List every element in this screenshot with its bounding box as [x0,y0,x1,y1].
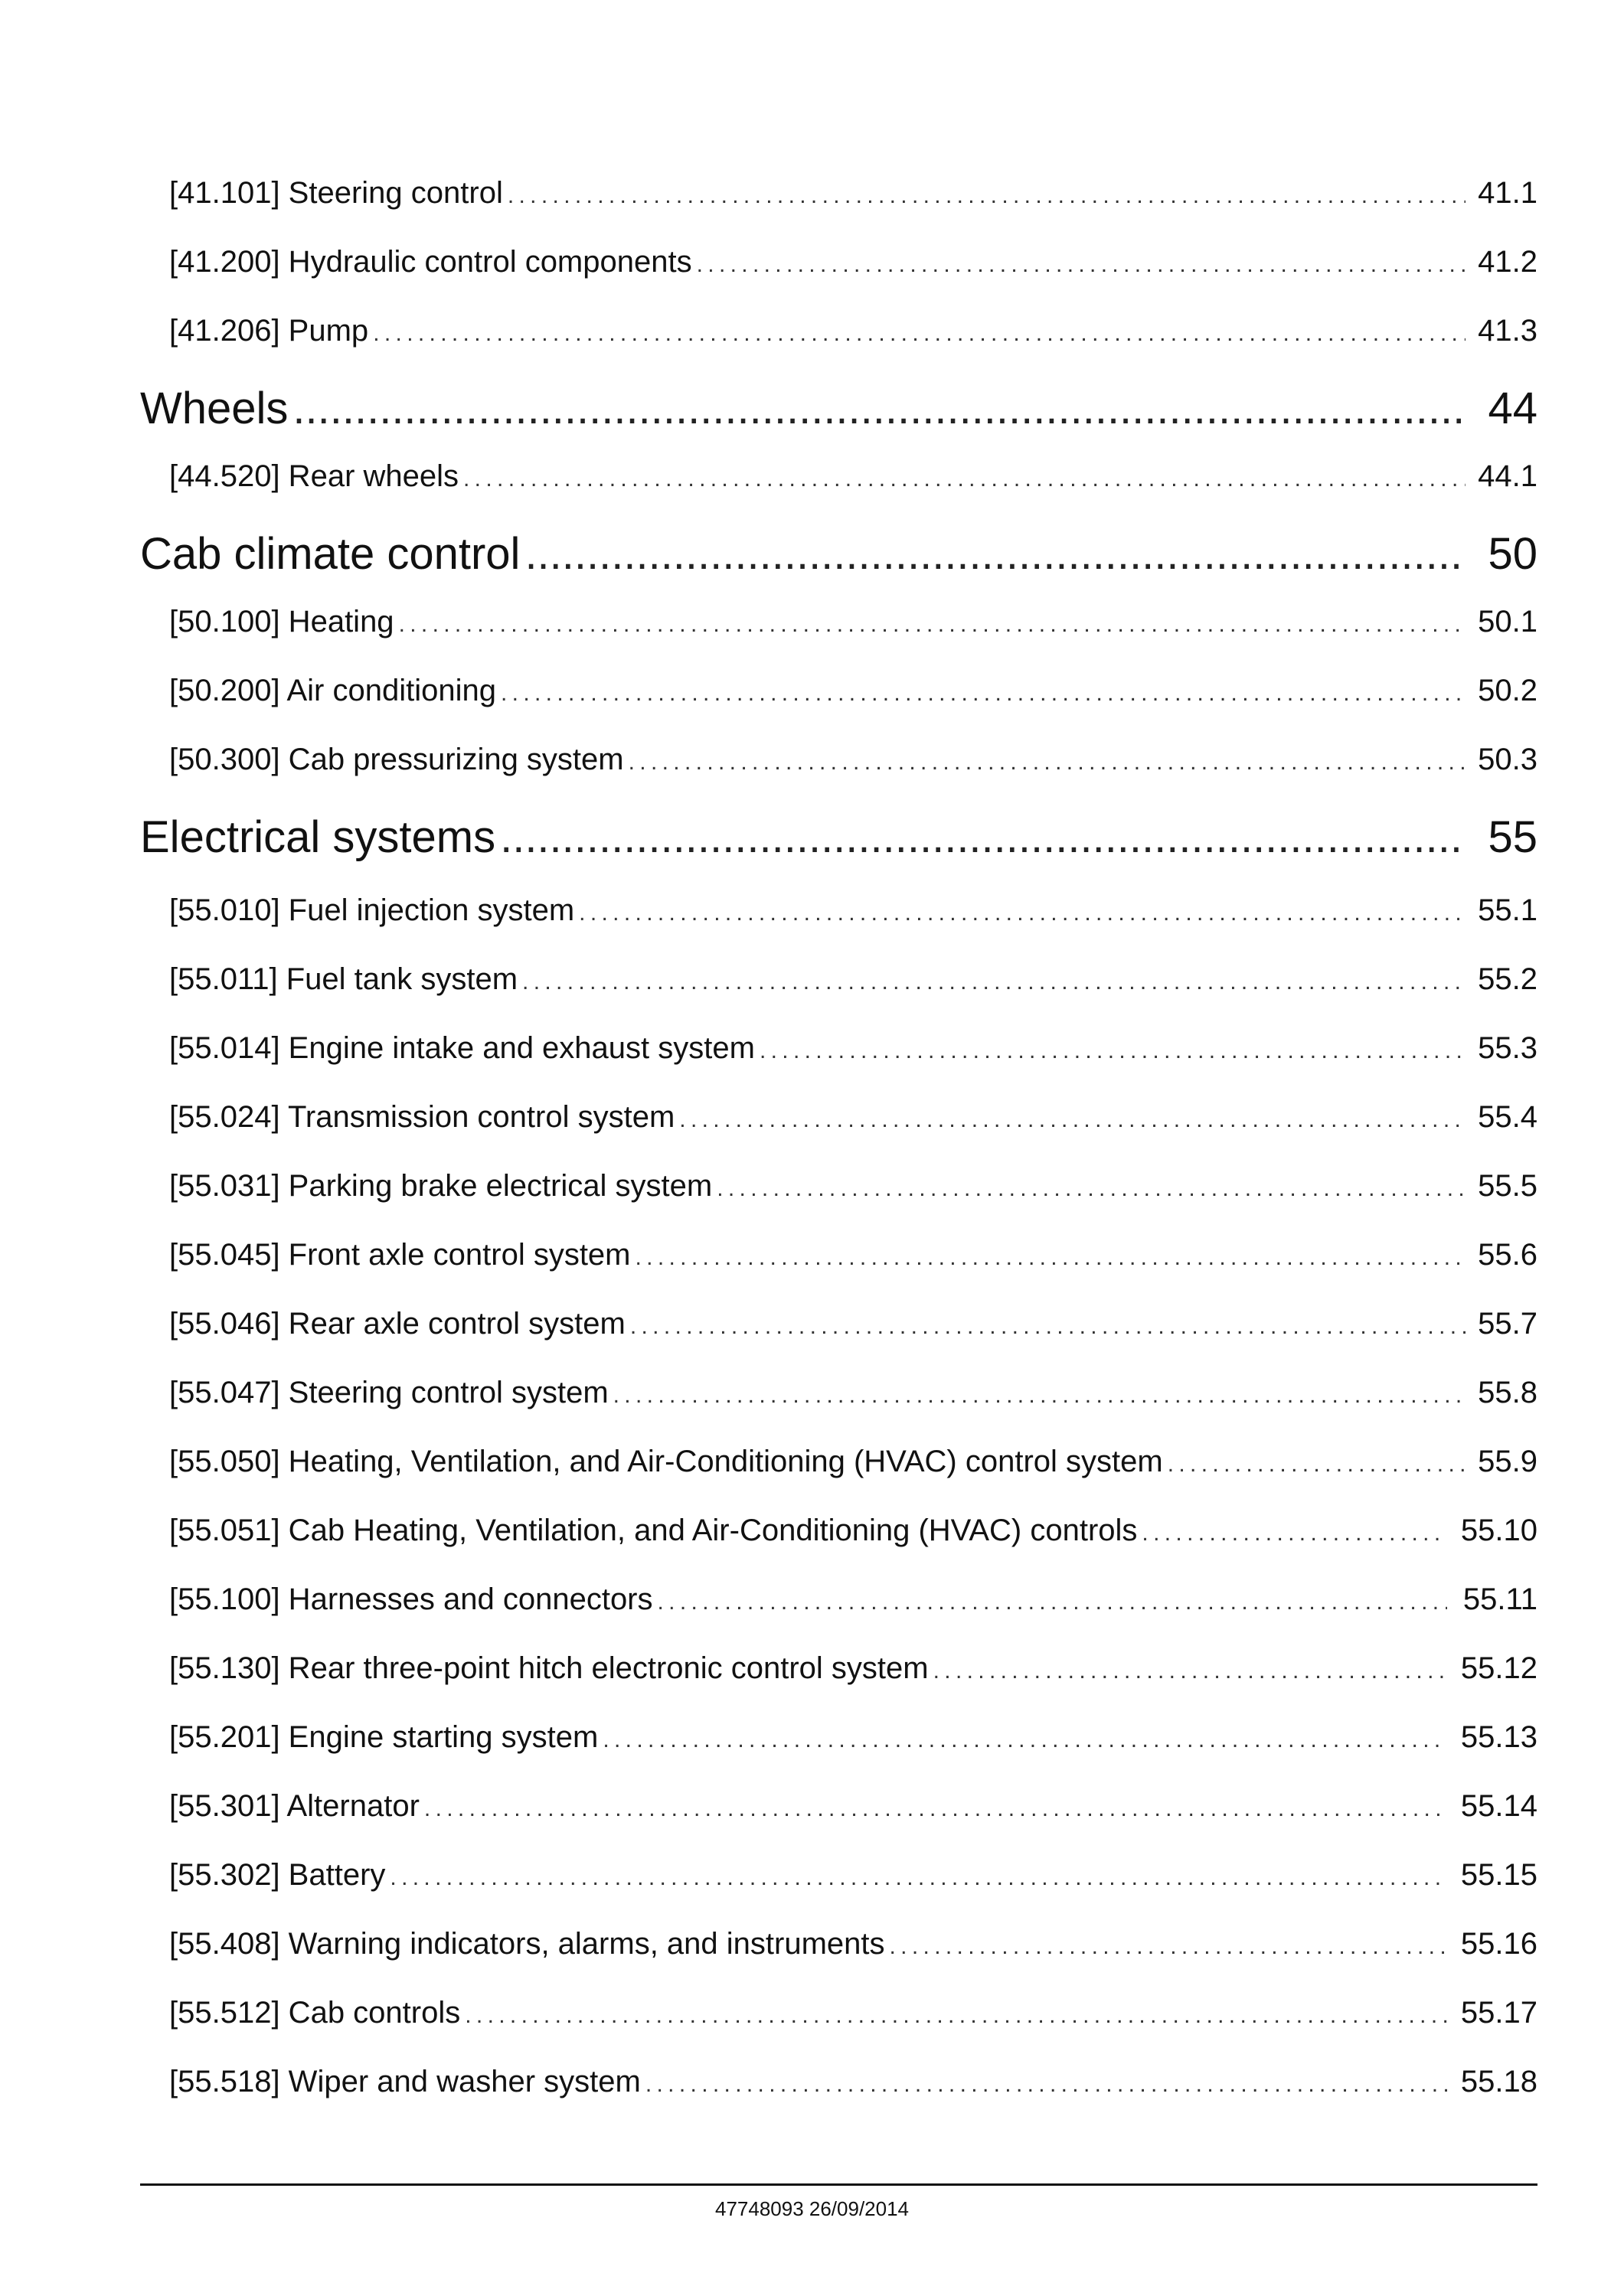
toc-entry-label: [55.512] Cab controls [169,1996,461,2030]
toc-entry-55-518[interactable] [169,2065,1537,2108]
dot-leader [658,1582,1447,1617]
dot-leader [645,2065,1447,2099]
toc-entry-page: 50.2 [1478,674,1537,707]
toc-section-label: Wheels [140,384,289,433]
dot-leader [636,1238,1466,1272]
toc-entry-label: [55.014] Engine intake and exhaust system [169,1031,755,1065]
toc-entry-page: 55.12 [1460,1651,1537,1685]
footer-divider [140,2183,1537,2186]
dot-leader [292,383,1466,434]
dot-leader [500,812,1466,863]
toc-entry-label: [55.046] Rear axle control system [169,1307,626,1341]
toc-entry-page: 55.16 [1460,1927,1537,1961]
toc-entry-44-520[interactable] [169,459,1537,502]
toc-entry-55-045[interactable] [169,1238,1537,1281]
toc-entry-page: 55.18 [1460,2065,1537,2098]
toc-entry-55-050[interactable] [169,1445,1537,1488]
toc-entry-page: 55.13 [1460,1720,1537,1754]
toc-entry-page: 55.2 [1478,962,1537,996]
dot-leader [424,1789,1447,1824]
toc-entry-label: [55.024] Transmission control system [169,1100,675,1134]
toc-section-wheels[interactable] [140,383,1537,444]
dot-leader [390,1858,1447,1893]
toc-entry-page: 41.2 [1478,245,1537,279]
toc-entry-page: 50.1 [1478,605,1537,639]
toc-entry-55-046[interactable] [169,1307,1537,1350]
toc-entry-label: [55.047] Steering control system [169,1376,609,1409]
toc-entry-41-101[interactable] [169,176,1537,219]
toc-entry-55-024[interactable] [169,1100,1537,1143]
toc-entry-55-408[interactable] [169,1927,1537,1970]
toc-entry-50-300[interactable] [169,743,1537,785]
dot-leader [760,1031,1466,1066]
dot-leader [603,1720,1447,1755]
toc-entry-55-031[interactable] [169,1169,1537,1212]
toc-entry-41-200[interactable] [169,245,1537,288]
toc-entry-page: 55.10 [1460,1514,1537,1547]
toc-entry-label: [50.100] Heating [169,605,394,639]
toc-section-label: Cab climate control [140,529,521,579]
toc-entry-page: 55.14 [1460,1789,1537,1823]
toc-entry-label: [44.520] Rear wheels [169,459,459,493]
dot-leader [933,1651,1447,1686]
dot-leader [373,314,1466,348]
toc-entry-55-051[interactable] [169,1514,1537,1556]
toc-section-page: 50 [1488,529,1537,579]
dot-leader [501,674,1466,708]
dot-leader [399,605,1466,639]
toc-section-page: 55 [1488,812,1537,862]
toc-entry-55-010[interactable] [169,893,1537,936]
toc-entry-label: [55.050] Heating, Ventilation, and Air-Conditioning (HVAC) control system [169,1445,1163,1478]
toc-entry-55-014[interactable] [169,1031,1537,1074]
dot-leader [629,743,1466,777]
toc-entry-label: [41.101] Steering control [169,176,503,210]
toc-entry-label: [55.045] Front axle control system [169,1238,631,1272]
toc-section-page: 44 [1488,384,1537,433]
toc-entry-label: [55.201] Engine starting system [169,1720,599,1754]
dot-leader [890,1927,1447,1961]
toc-entry-label: [41.206] Pump [169,314,369,348]
footer-document-id: 47748093 26/09/2014 [714,2197,910,2220]
toc-entry-label: [55.302] Battery [169,1858,386,1892]
dot-leader [522,962,1466,997]
toc-entry-55-301[interactable] [169,1789,1537,1832]
toc-entry-page: 55.17 [1460,1996,1537,2030]
toc-entry-label: [55.051] Cab Heating, Ventilation, and Air-Conditioning (HVAC) controls [169,1514,1138,1547]
toc-entry-label: [55.031] Parking brake electrical system [169,1169,713,1203]
toc-entry-page: 41.3 [1478,314,1537,348]
dot-leader [508,176,1466,211]
toc-entry-50-200[interactable] [169,674,1537,717]
toc-entry-label: [55.100] Harnesses and connectors [169,1582,653,1616]
toc-entry-55-011[interactable] [169,962,1537,1005]
toc-entry-page: 55.11 [1462,1582,1537,1616]
toc-entry-page: 55.9 [1478,1445,1537,1478]
toc-entry-page: 41.1 [1478,176,1537,210]
toc-entry-55-047[interactable] [169,1376,1537,1419]
toc-entry-55-100[interactable] [169,1582,1537,1625]
toc-section-cab-climate-control[interactable] [140,528,1537,590]
toc-entry-page: 55.8 [1478,1376,1537,1409]
toc-entry-page: 44.1 [1478,459,1537,493]
toc-entry-label: [55.301] Alternator [169,1789,420,1823]
toc-entry-55-302[interactable] [169,1858,1537,1901]
dot-leader [1168,1445,1466,1479]
toc-entry-page: 55.15 [1460,1858,1537,1892]
dot-leader [465,1996,1447,2030]
toc-entry-55-512[interactable] [169,1996,1537,2039]
dot-leader [524,528,1466,580]
toc-section-label: Electrical systems [140,812,496,862]
toc-entry-page: 55.6 [1478,1238,1537,1272]
toc-entry-label: [55.408] Warning indicators, alarms, and instruments [169,1927,885,1961]
toc-entry-page: 55.4 [1478,1100,1537,1134]
toc-entry-label: [50.200] Air conditioning [169,674,496,707]
toc-entry-page: 55.1 [1478,893,1537,927]
toc-entry-label: [55.010] Fuel injection system [169,893,575,927]
dot-leader [717,1169,1466,1204]
dot-leader [679,1100,1466,1135]
dot-leader [1142,1514,1447,1548]
toc-entry-page: 55.5 [1478,1169,1537,1203]
toc-entry-label: [41.200] Hydraulic control components [169,245,692,279]
dot-leader [697,245,1466,279]
toc-entry-50-100[interactable] [169,605,1537,648]
toc-entry-page: 55.7 [1478,1307,1537,1341]
dot-leader [463,459,1466,494]
dot-leader [579,893,1466,928]
toc-entry-label: [55.130] Rear three-point hitch electronic control system [169,1651,929,1685]
toc-entry-55-130[interactable] [169,1651,1537,1694]
toc-section-electrical-systems[interactable] [140,812,1537,873]
toc-entry-55-201[interactable] [169,1720,1537,1763]
toc-entry-label: [55.518] Wiper and washer system [169,2065,641,2098]
dot-leader [613,1376,1466,1410]
toc-entry-page: 50.3 [1478,743,1537,776]
toc-entry-page: 55.3 [1478,1031,1537,1065]
toc-entry-label: [55.011] Fuel tank system [169,962,518,996]
dot-leader [630,1307,1466,1341]
toc-entry-41-206[interactable] [169,314,1537,357]
toc-entry-label: [50.300] Cab pressurizing system [169,743,624,776]
